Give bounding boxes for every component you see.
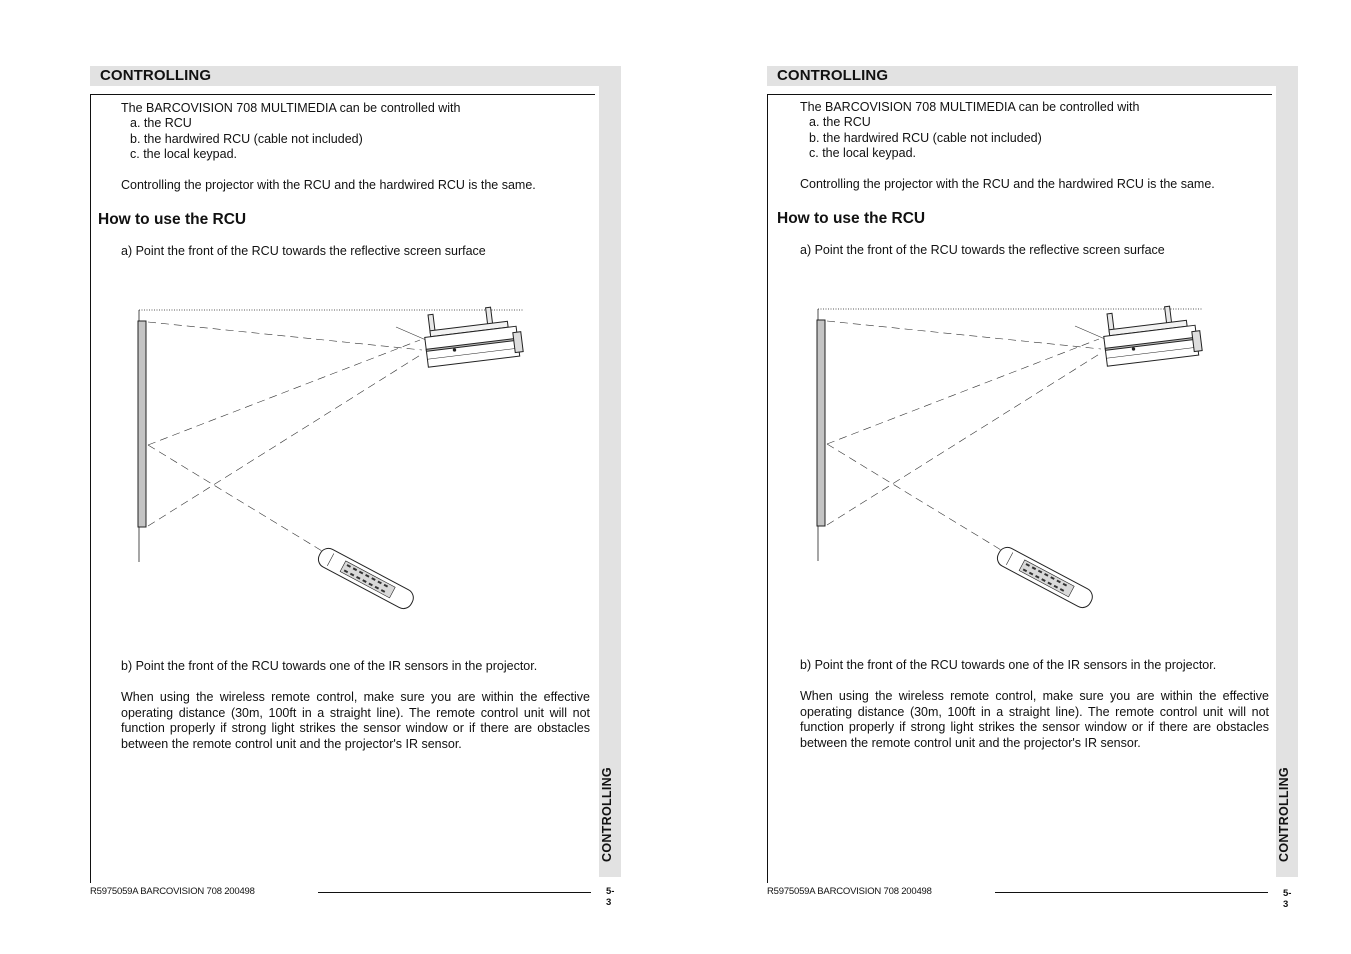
same-control-note: Controlling the projector with the RCU and the hardwired RCU is the same. bbox=[121, 178, 536, 192]
option-rcu: a. the RCU bbox=[130, 116, 192, 130]
option-rcu: a. the RCU bbox=[809, 115, 871, 129]
option-hardwired-rcu: b. the hardwired RCU (cable not included) bbox=[809, 131, 1042, 145]
projection-screen bbox=[138, 321, 146, 527]
ceiling-projector bbox=[1101, 303, 1203, 366]
footer-document-ref: R5975059A BARCOVISION 708 200498 bbox=[90, 886, 255, 897]
operating-distance-paragraph: When using the wireless remote control, make sure you are within the effective operating distance (30m, 100ft in a straight line). The remote control unit will not function properly if strong light strikes the sensor window or if there are obstacles between the remote control unit and the projector's IR sensor. bbox=[800, 689, 1269, 750]
manual-page-left bbox=[0, 0, 615, 954]
frame-left-rule bbox=[90, 94, 91, 883]
remote-control bbox=[315, 545, 416, 611]
side-tab-strip bbox=[599, 86, 621, 877]
operating-distance-paragraph: When using the wireless remote control, make sure you are within the effective operating distance (30m, 100ft in a straight line). The remote control unit will not function properly if strong light strikes the sensor window or if there are obstacles between the remote control unit and the projector's IR sensor. bbox=[121, 690, 590, 751]
side-tab-label: CONTROLLING bbox=[1277, 767, 1291, 862]
page-number: 5-3 bbox=[606, 886, 615, 908]
subsection-heading: How to use the RCU bbox=[777, 210, 926, 227]
step-b: b) Point the front of the RCU towards one of the IR sensors in the projector. bbox=[121, 659, 538, 673]
step-a: a) Point the front of the RCU towards the reflective screen surface bbox=[800, 243, 1165, 257]
option-local-keypad: c. the local keypad. bbox=[809, 146, 917, 160]
footer-rule bbox=[995, 892, 1268, 893]
option-local-keypad: c. the local keypad. bbox=[130, 147, 238, 161]
section-title: CONTROLLING bbox=[100, 67, 212, 84]
intro-line: The BARCOVISION 708 MULTIMEDIA can be controlled with bbox=[121, 101, 461, 115]
ceiling-projector bbox=[422, 304, 524, 367]
side-tab-strip bbox=[1276, 86, 1298, 877]
rcu-usage-diagram bbox=[130, 300, 530, 620]
footer-rule bbox=[318, 892, 591, 893]
step-a: a) Point the front of the RCU towards the reflective screen surface bbox=[121, 244, 486, 258]
footer-document-ref: R5975059A BARCOVISION 708 200498 bbox=[767, 886, 932, 897]
frame-top-rule bbox=[767, 94, 1272, 95]
ir-beam-lines bbox=[148, 322, 422, 568]
projection-screen bbox=[817, 320, 825, 526]
rcu-usage-diagram bbox=[809, 299, 1209, 619]
frame-top-rule bbox=[90, 94, 595, 95]
subsection-heading: How to use the RCU bbox=[98, 211, 247, 228]
same-control-note: Controlling the projector with the RCU and the hardwired RCU is the same. bbox=[800, 177, 1215, 191]
manual-page-right bbox=[677, 0, 1292, 954]
option-hardwired-rcu: b. the hardwired RCU (cable not included) bbox=[130, 132, 363, 146]
ir-beam-lines bbox=[827, 321, 1101, 567]
remote-control bbox=[994, 544, 1095, 610]
section-title: CONTROLLING bbox=[777, 67, 889, 84]
step-b: b) Point the front of the RCU towards one of the IR sensors in the projector. bbox=[800, 658, 1217, 672]
page-number: 5-3 bbox=[1283, 888, 1292, 910]
frame-left-rule bbox=[767, 94, 768, 883]
intro-line: The BARCOVISION 708 MULTIMEDIA can be controlled with bbox=[800, 100, 1140, 114]
side-tab-label: CONTROLLING bbox=[600, 767, 614, 862]
